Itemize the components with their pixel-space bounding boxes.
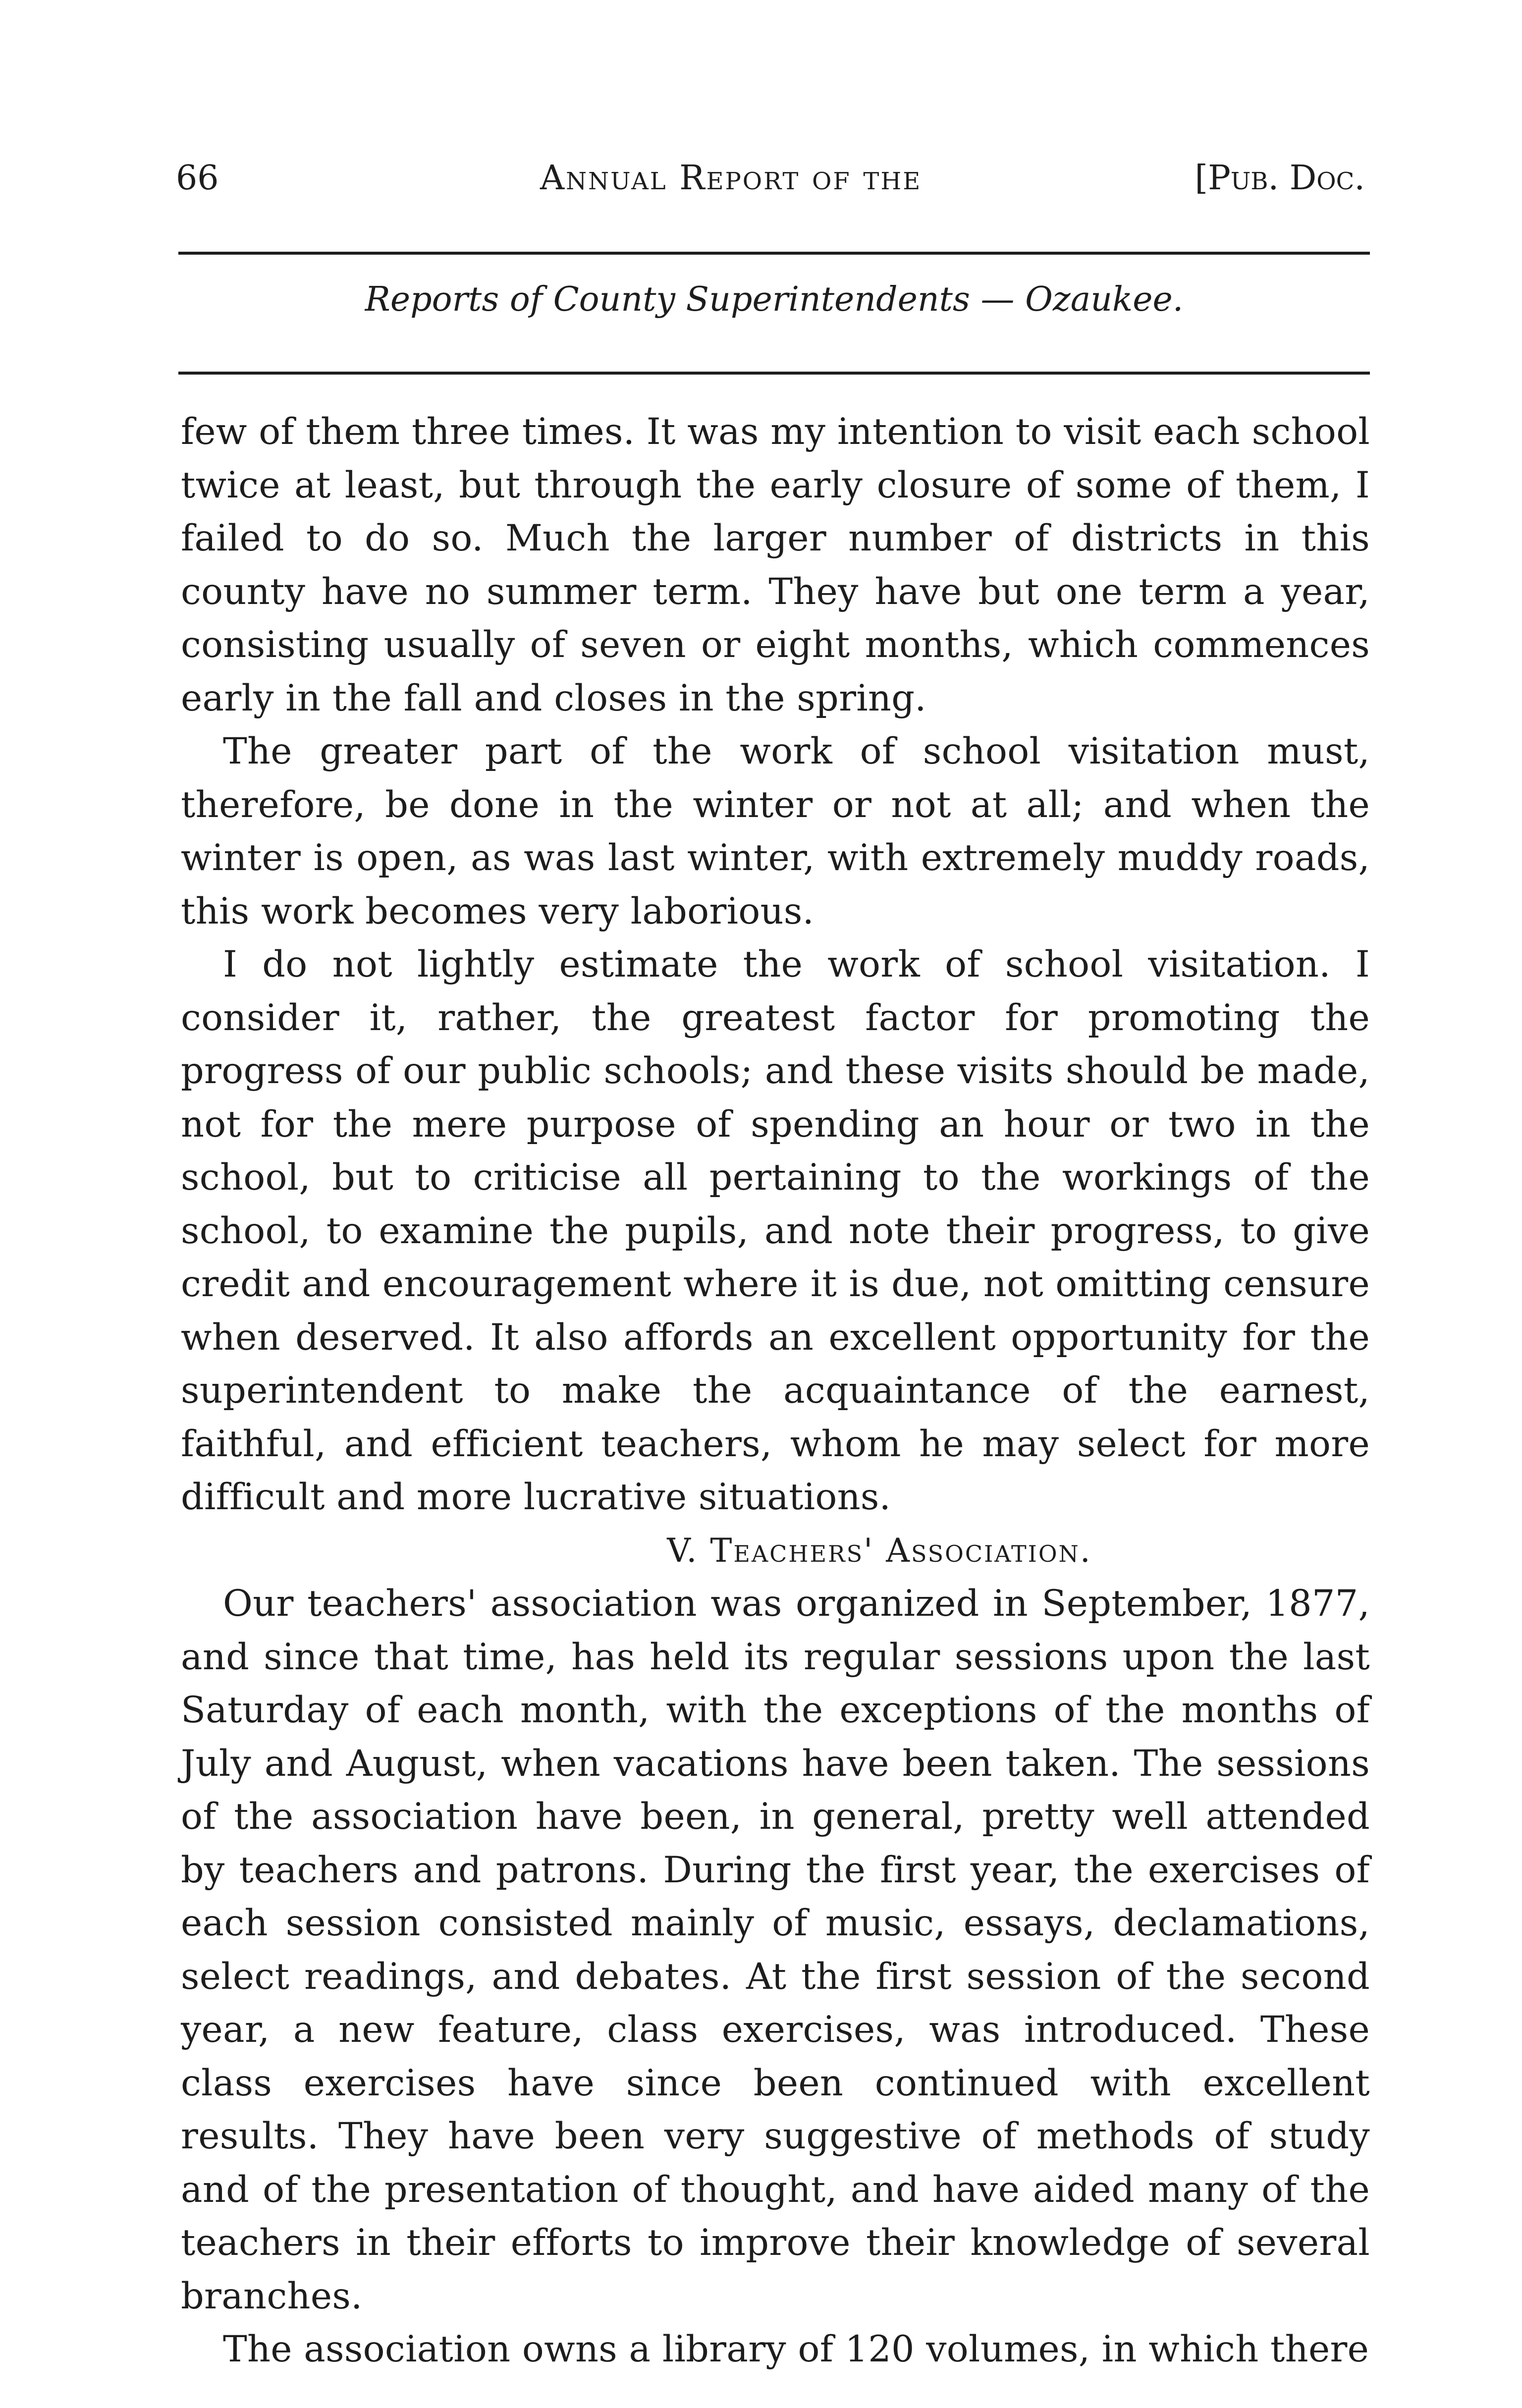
header-rule-top: [178, 252, 1370, 255]
section-heading: Reports of County Superintendents — Ozaukee.: [365, 280, 1184, 319]
body-text: [181, 405, 1370, 2376]
paragraph: The association owns a library of 120 volumes, in which there: [223, 2328, 1369, 2370]
paragraph: I do not lightly estimate the work of school visitation. I consider it, rather, the greatest factor for promoting the progress of our public schools; and these visits should be made, not for the mere purpose of spending an hour or two in the school, but to criticise all pertaining to the workings of the school, to examine the pupils, and note their progress, to give credit and encouragement where it is due, not omitting censure when deserved. It also affords an excellent opportunity for the superintendent to make the acquaintance of the earnest, faithful, and efficient teachers, whom he may select for more difficult and more lucrative situations.: [181, 943, 1370, 1518]
subheading-teachers-association: V. Teachers' Association.: [667, 1531, 1092, 1570]
paragraph: Our teachers' association was organized in September, 1877, and since that time, has held its regular sessions upon the last Saturday of each month, with the exceptions of the months of July and August, when vacations have been taken. The sessions of the association have been, in general, pretty well attended by teachers and patrons. During the first year, the exercises of each session consisted mainly of music, essays, declamations, select readings, and debates. At the first session of the second year, a new feature, class exercises, was introduced. These class exercises have since been continued with excellent results. They have been very suggestive of methods of study and of the presentation of thought, and have aided many of the teachers in their efforts to improve their knowledge of several branches.: [181, 1583, 1370, 2317]
page-number: 66: [176, 159, 219, 198]
document-type-label: [Pub. Doc.: [1195, 159, 1365, 198]
running-head: [176, 151, 1365, 206]
report-title: Annual Report of the: [540, 159, 922, 198]
paragraph: The greater part of the work of school visitation must, therefore, be done in the winter or not at all; and when the winter is open, as was last winter, with extremely muddy roads, this work becomes very laborious.: [181, 730, 1370, 932]
paragraph-continued: few of them three times. It was my intention to visit each school twice at least, but through the early closure of some of them, I failed to do so. Much the larger number of districts in this county have no summer term. They have but one term a year, consisting usually of seven or eight months, which commences early in the fall and closes in the spring.: [181, 411, 1370, 719]
header-rule-bottom: [178, 372, 1370, 375]
